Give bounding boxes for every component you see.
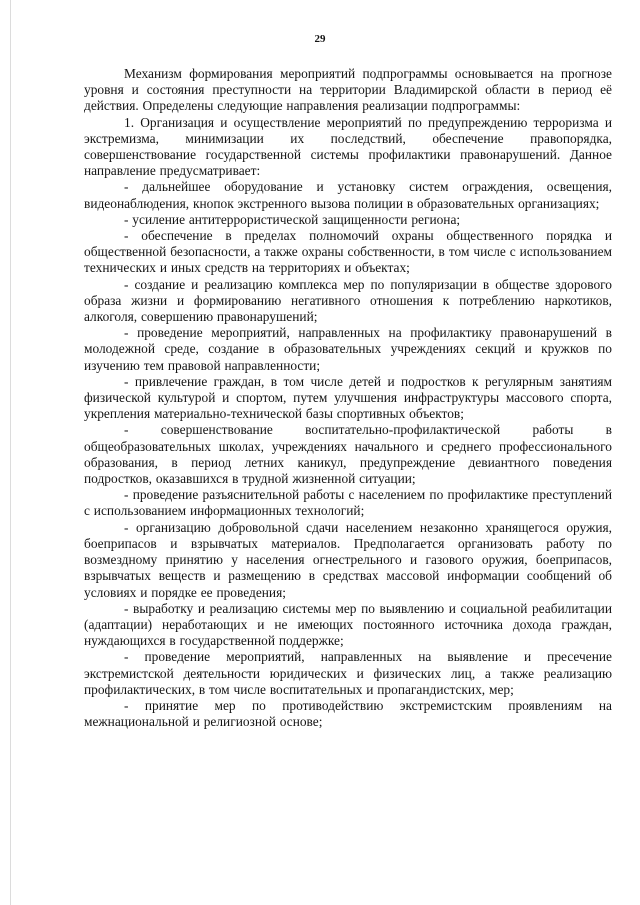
list-item: - выработку и реализацию системы мер по выявлению и социальной реабилитации (адаптации) неработающих и не имеющих постоянного источника дохода граждан, нуждающихся в государственной поддержке; (84, 600, 612, 649)
list-item: - принятие мер по противодействию экстремистским проявлениям на межнациональной и религиозной основе; (84, 697, 612, 730)
list-item: - привлечение граждан, в том числе детей и подростков к регулярным занятиям физической культурой и спортом, путем улучшения инфраструктуры массового спорта, укрепления материально-технической базы спортивных объектов; (84, 373, 612, 422)
list-item: - организацию добровольной сдачи населением незаконно хранящегося оружия, боеприпасов и взрывчатых материалов. Предполагается организовать работу по возмездному принятию у населения огнестрельного и газового оружия, боеприпасов, взрывчатых веществ и размещению в средствах массовой информации сообщений об условиях и порядке ее проведения; (84, 519, 612, 600)
list-item: - проведение мероприятий, направленных на профилактику правонарушений в молодежной среде, создание в образовательных учреждениях секций и кружков по изучению тем правовой направленности; (84, 325, 612, 373)
page-number: 29 (314, 33, 326, 45)
list-item: - усиление антитеррористической защищенности региона; (124, 211, 461, 227)
list-item: - проведение разъяснительной работы с населением по профилактике преступлений с использованием информационных технологий; (84, 487, 612, 519)
list-item: - проведение мероприятий, направленных на выявление и пресечение экстремистской деятельности юридических и физических лиц, а также реализацию профилактических, в том числе воспитательных и пропагандистских, мер; (84, 649, 612, 697)
list-item: - создание и реализацию комплекса мер по популяризации в обществе здорового образа жизни и формированию негативного отношения к потреблению наркотиков, алкоголя, совершению правонарушений; (84, 276, 612, 325)
paragraph-direction-1: 1. Организация и осуществление мероприятий по предупреждению терроризма и экстремизма, минимизации их последствий, обеспечение правопорядка, совершенствование государственной системы профилактики правонарушений. Данное направление предусматривает: (84, 114, 612, 179)
list-item: - обеспечение в пределах полномочий охраны общественного порядка и общественной безопасности, а также охраны собственности, в том числе с использованием технических и иных средств на территориях и объектах; (84, 228, 612, 276)
document-body (84, 66, 612, 730)
list-item: - совершенствование воспитательно-профилактической работы в общеобразовательных школах, учреждениях начального и среднего профессионального образования, в период летних каникул, предупреждение девиантного поведения подростков, оказавшихся в трудной жизненной ситуации; (84, 422, 612, 487)
scan-edge-line (10, 0, 11, 905)
list-item: - дальнейшее оборудование и установку систем ограждения, освещения, видеонаблюдения, кнопок экстренного вызова полиции в образовательных организациях; (84, 179, 612, 211)
paragraph-intro: Механизм формирования мероприятий подпрограммы основывается на прогнозе уровня и состояния преступности на территории Владимирской области в период её действия. Определены следующие направления реализации подпрограммы: (84, 66, 612, 114)
